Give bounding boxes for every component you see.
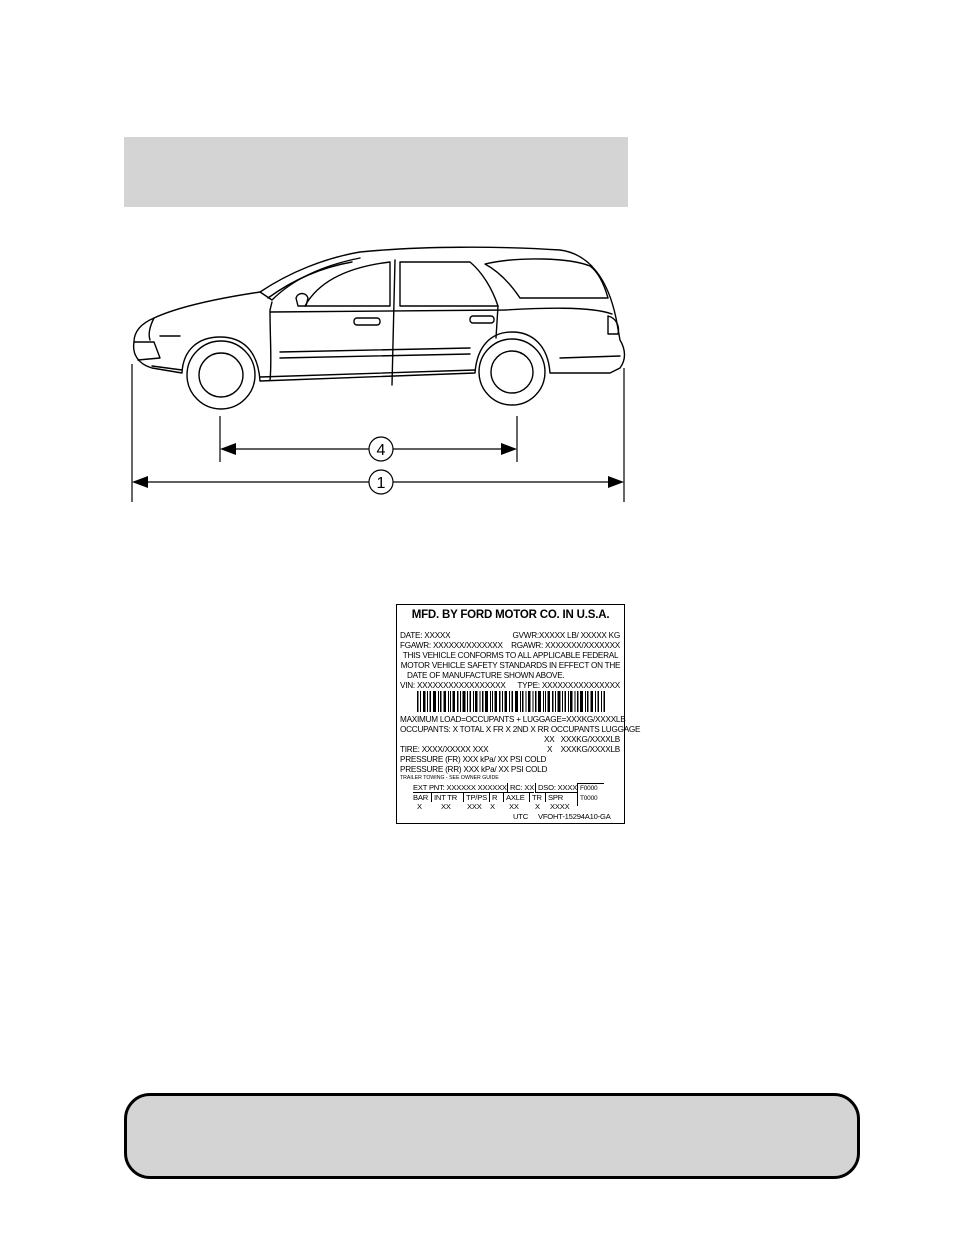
code-header: SPR (545, 793, 563, 802)
label-occ-row1-a: XX (544, 735, 555, 744)
code-value: XXXX (550, 802, 570, 811)
code-value: XXX (467, 802, 482, 811)
label-box-top: F0000 (580, 785, 598, 792)
label-trailer-towing: TRAILER TOWING - SEE OWNER GUIDE (400, 775, 499, 781)
arrowhead (501, 443, 517, 455)
code-header: INT TR (431, 793, 457, 802)
code-header: TR (529, 793, 542, 802)
arrowhead (220, 443, 236, 455)
label-conform-3: DATE OF MANUFACTURE SHOWN ABOVE. (407, 671, 565, 680)
label-gvwr: GVWR:XXXXX LB/ XXXXX KG (512, 631, 620, 640)
code-header: BAR (413, 793, 429, 802)
label-box-bottom: T0000 (580, 795, 598, 802)
footer-box (124, 1093, 860, 1179)
callout-wheelbase: 4 (376, 442, 386, 459)
label-rgawr: RGAWR: XXXXXXX/XXXXXXX (511, 641, 620, 650)
label-occupants: OCCUPANTS: X TOTAL X FR X 2ND X RR OCCUPANTS LUGGAGE (400, 725, 641, 734)
label-ext-paint: EXT PNT: XXXXXX XXXXXX (413, 783, 507, 792)
vin-barcode (417, 691, 605, 712)
code-value: XX (509, 802, 519, 811)
code-value: X (535, 802, 540, 811)
label-fgawr: FGAWR: XXXXXX/XXXXXXX (400, 641, 503, 650)
label-pressure-front: PRESSURE (FR) XXX kPa/ XX PSI COLD (400, 755, 547, 764)
label-vin: VIN: XXXXXXXXXXXXXXXXX (400, 681, 506, 690)
label-max-load: MAXIMUM LOAD=OCCUPANTS + LUGGAGE=XXXKG/XXXXLB (400, 715, 626, 724)
label-dso: DSO: XXXX (535, 783, 577, 793)
callout-overall-length: 1 (376, 475, 386, 492)
label-type: TYPE: XXXXXXXXXXXXXXX (517, 681, 620, 690)
label-conform-2: MOTOR VEHICLE SAFETY STANDARDS IN EFFECT ON THE (400, 661, 621, 670)
code-value: XX (441, 802, 451, 811)
label-occ-row1-b: XXXKG/XXXXLB (560, 735, 620, 744)
label-tire: TIRE: XXXX/XXXXX XXX (400, 745, 489, 754)
label-title: MFD. BY FORD MOTOR CO. IN U.S.A. (411, 609, 610, 621)
code-value: X (417, 802, 422, 811)
label-part-number: VFOHT-15294A10-GA (538, 812, 611, 821)
label-conform-1: THIS VEHICLE CONFORMS TO ALL APPLICABLE FEDERAL (402, 651, 619, 660)
code-header: AXLE (503, 793, 525, 802)
label-pressure-rear: PRESSURE (RR) XXX kPa/ XX PSI COLD (400, 765, 548, 774)
label-rc: RC: XX (507, 783, 534, 793)
label-occ-row2-b: XXXKG/XXXXLB (560, 745, 620, 754)
car-body-outline (134, 247, 625, 381)
label-date: DATE: XXXXX (400, 631, 451, 640)
code-value: X (490, 802, 495, 811)
label-utc: UTC (513, 812, 529, 821)
certification-label (396, 604, 641, 824)
label-code-box (577, 783, 604, 806)
label-occ-row2-a: X (547, 745, 553, 754)
code-header: TP/PS (463, 793, 487, 802)
vehicle-dimensions-diagram (120, 240, 640, 510)
code-header: R (489, 793, 497, 802)
arrowhead (608, 476, 624, 488)
arrowhead (132, 476, 148, 488)
header-band (124, 137, 628, 207)
